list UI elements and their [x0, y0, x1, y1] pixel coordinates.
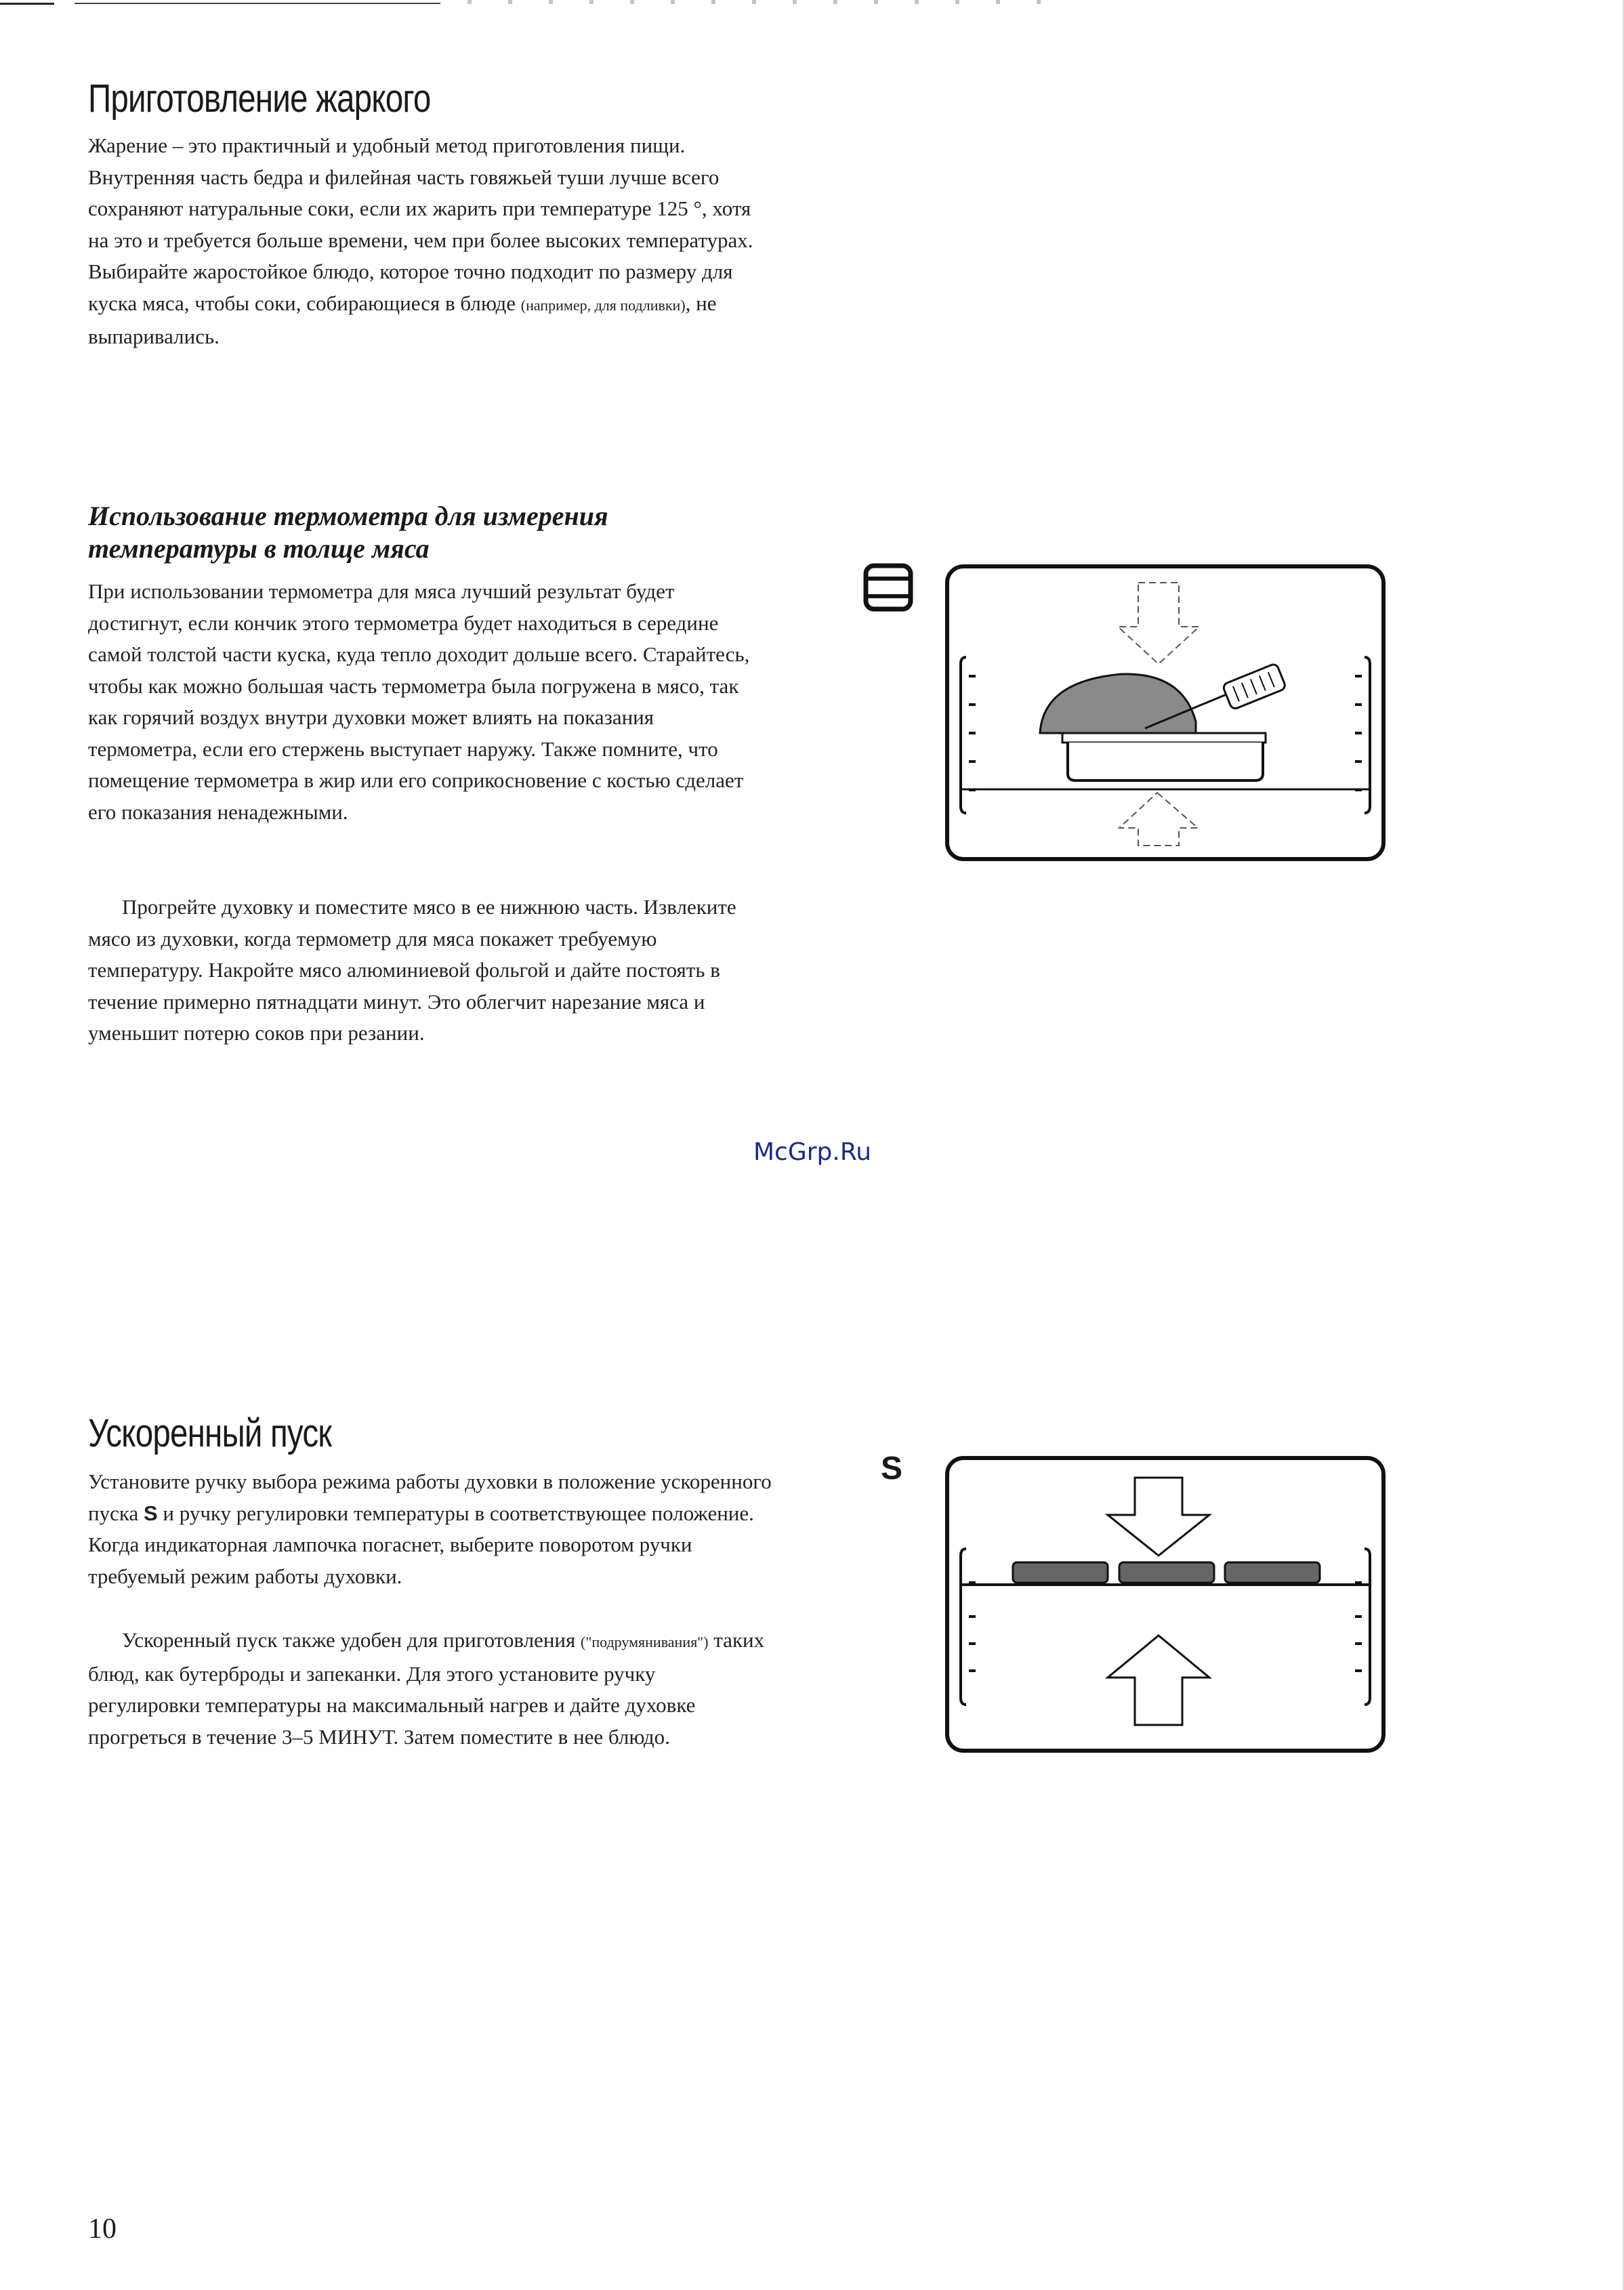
roasting-text: Жарение – это практичный и удобный метод приготовления пищи. Внутренняя часть бедра и филейная часть говяжьей туши лучше всего сохраняют натуральные соки, если их жарить при температуре 125 °, хотя на это и требуется больше времени, чем при более высоких температурах. Выбирайте жаростойкое блюдо, которое точно подходит по размеру для куска мяса, чтобы соки, собирающиеся в блюде — [88, 133, 753, 315]
watermark: McGrp.Ru — [753, 1138, 872, 1166]
quick-start-text-a: Установите ручку выбора режима работы духовки в положение ускоренного пуска — [88, 1470, 772, 1525]
roasting-text-end: , не выпаривались. — [88, 291, 717, 348]
oven-mode-icon — [862, 562, 916, 614]
section-title-quick-start: Ускоренный пуск — [88, 1411, 332, 1455]
thermometer-paragraph-1: При использовании термометра для мяса лучший результат будет достигнут, если кончик этого термометра будет находиться в середине самой толстой части куска, куда тепло доходит дольше всего. Старайтесь, чтобы как можно большая часть термометра была погружена в мясо, так как горячий воздух внутри духовки может влиять на показания термометра, если его стержень выступает наружу. Также помните, что помещение термометра в жир или его соприкосновение с костью сделает его показания ненадежными. — [88, 579, 750, 824]
top-rule — [75, 3, 440, 4]
oven-thermometer-figure — [942, 562, 1389, 865]
section-title-thermometer: Использование термометра для измерения температуры в толще мяса — [88, 501, 608, 564]
quick-start-text-b: и ручку регулировки температуры в соответствующее положение. Когда индикаторная лампочка погаснет, выберите поворотом ручки требуемый режим работы духовки. — [88, 1501, 754, 1588]
top-scan-marks — [467, 0, 1077, 4]
roasting-text-note: (например, для подливки) — [520, 296, 686, 314]
oven-quick-start-figure — [942, 1454, 1389, 1756]
thermometer-paragraph-2: Прогрейте духовку и поместите мясо в ее нижнюю часть. Извлеките мясо из духовки, когда термометр для мяса покажет требуемую температуру. Накройте мясо алюминиевой фольгой и дайте постоять в течение примерно пятнадцати минут. Это облегчит нарезание мяса и уменьшит потерю соков при резании. — [88, 895, 736, 1045]
top-rule-left — [0, 3, 54, 5]
quick-start-symbol: S — [143, 1501, 158, 1525]
quick-start-mode-symbol: S — [881, 1451, 903, 1486]
quick-start-text-c: Ускоренный пуск также удобен для приготовления — [122, 1628, 576, 1652]
roasting-paragraph — [88, 130, 766, 353]
quick-start-paragraph-1 — [88, 1466, 772, 1592]
quick-start-text-note: ("подрумянивания") — [581, 1633, 709, 1650]
quick-start-paragraph-2 — [88, 1625, 772, 1753]
page-number: 10 — [88, 2213, 117, 2245]
quick-start-text-d: таких блюд, как бутерброды и запеканки. Для этого установите ручку регулировки температуры на максимальный нагрев и дайте духовке прогреться в течение 3–5 МИНУТ. Затем поместите в нее блюдо. — [88, 1628, 765, 1749]
section-title-roasting: Приготовление жаркого — [88, 77, 431, 121]
